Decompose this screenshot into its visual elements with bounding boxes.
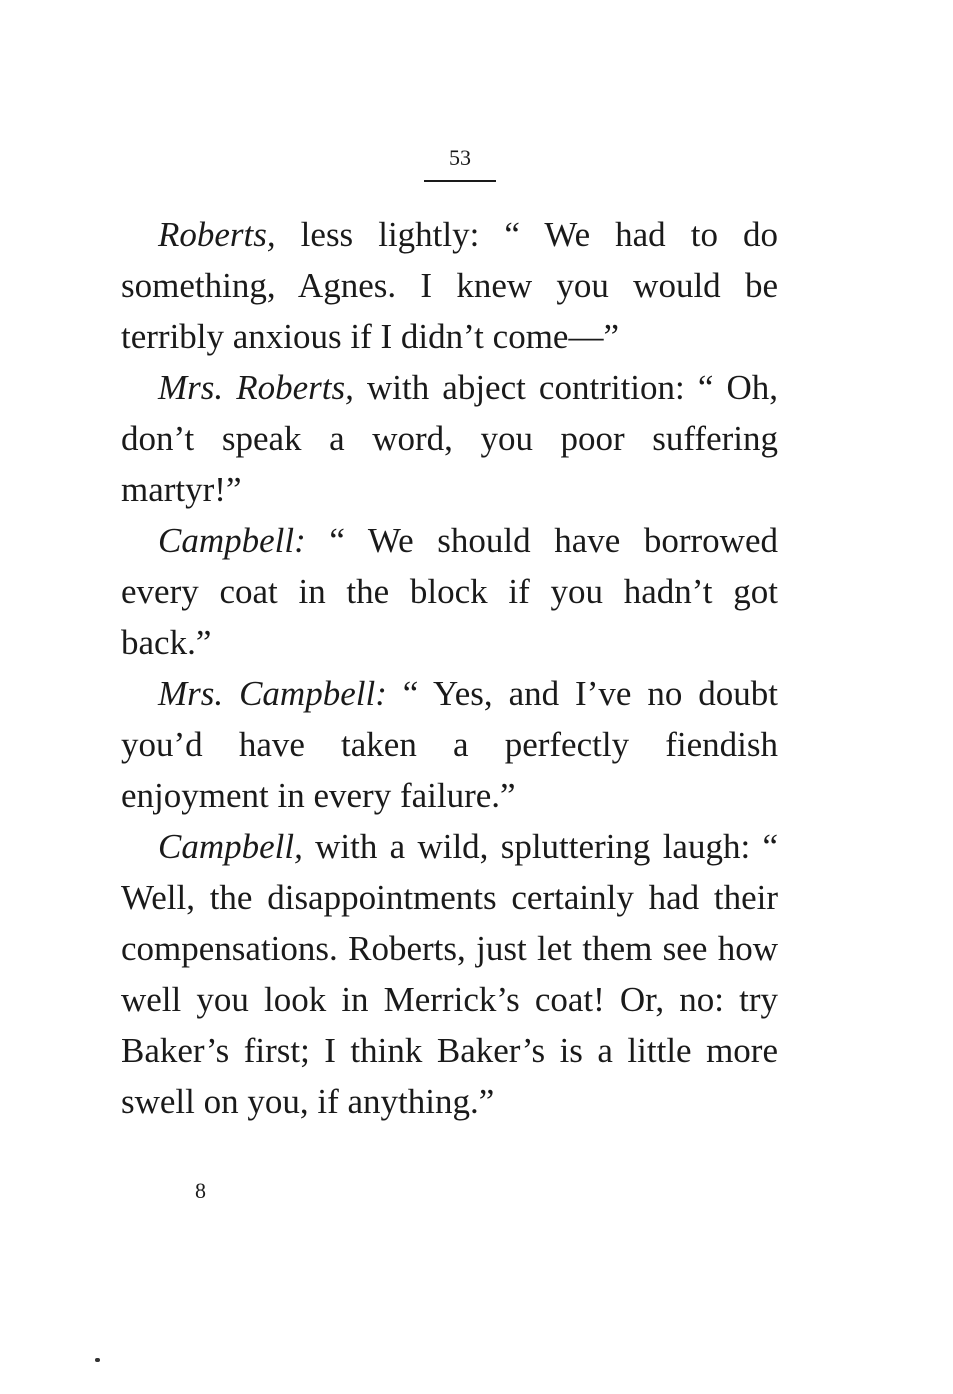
speaker-name: Mrs. Campbell: [158,674,387,713]
speech-text: “ Yes, and I’ve no doubt you’d have taken a perfectly fiendish enjoyment in every failure.” [121,674,778,815]
speaker-name: Campbell, [158,827,303,866]
paragraph-mrs-roberts [121,362,778,515]
body-text [121,209,778,1127]
signature-mark: 8 [195,1178,206,1203]
ink-speck [95,1358,100,1362]
speech-text: “ We should have borrowed every coat in the block if you hadn’t got back.” [121,521,778,662]
paragraph-campbell-laugh [121,821,778,1127]
speech-text: less lightly: “ We had to do something, Agnes. I knew you would be terribly anxious if I didn’t come—” [121,215,778,356]
speaker-name: Roberts, [158,215,276,254]
speech-text: with a wild, spluttering laugh: “ Well, the disappointments certainly had their compensations. Roberts, just let them see how well you look in Merrick’s coat! Or, no: try Baker’s first; I think Baker’s is a little more swell on you, if anything.” [121,827,778,1121]
speech-text: with abject contrition: “ Oh, don’t speak a word, you poor suffering martyr!” [121,368,778,509]
paragraph-campbell [121,515,778,668]
paragraph-roberts [121,209,778,362]
paragraph-mrs-campbell [121,668,778,821]
page-number-rule [424,180,496,182]
speaker-name: Mrs. Roberts, [158,368,354,407]
speaker-name: Campbell: [158,521,306,560]
page-number: 53 [449,145,471,170]
